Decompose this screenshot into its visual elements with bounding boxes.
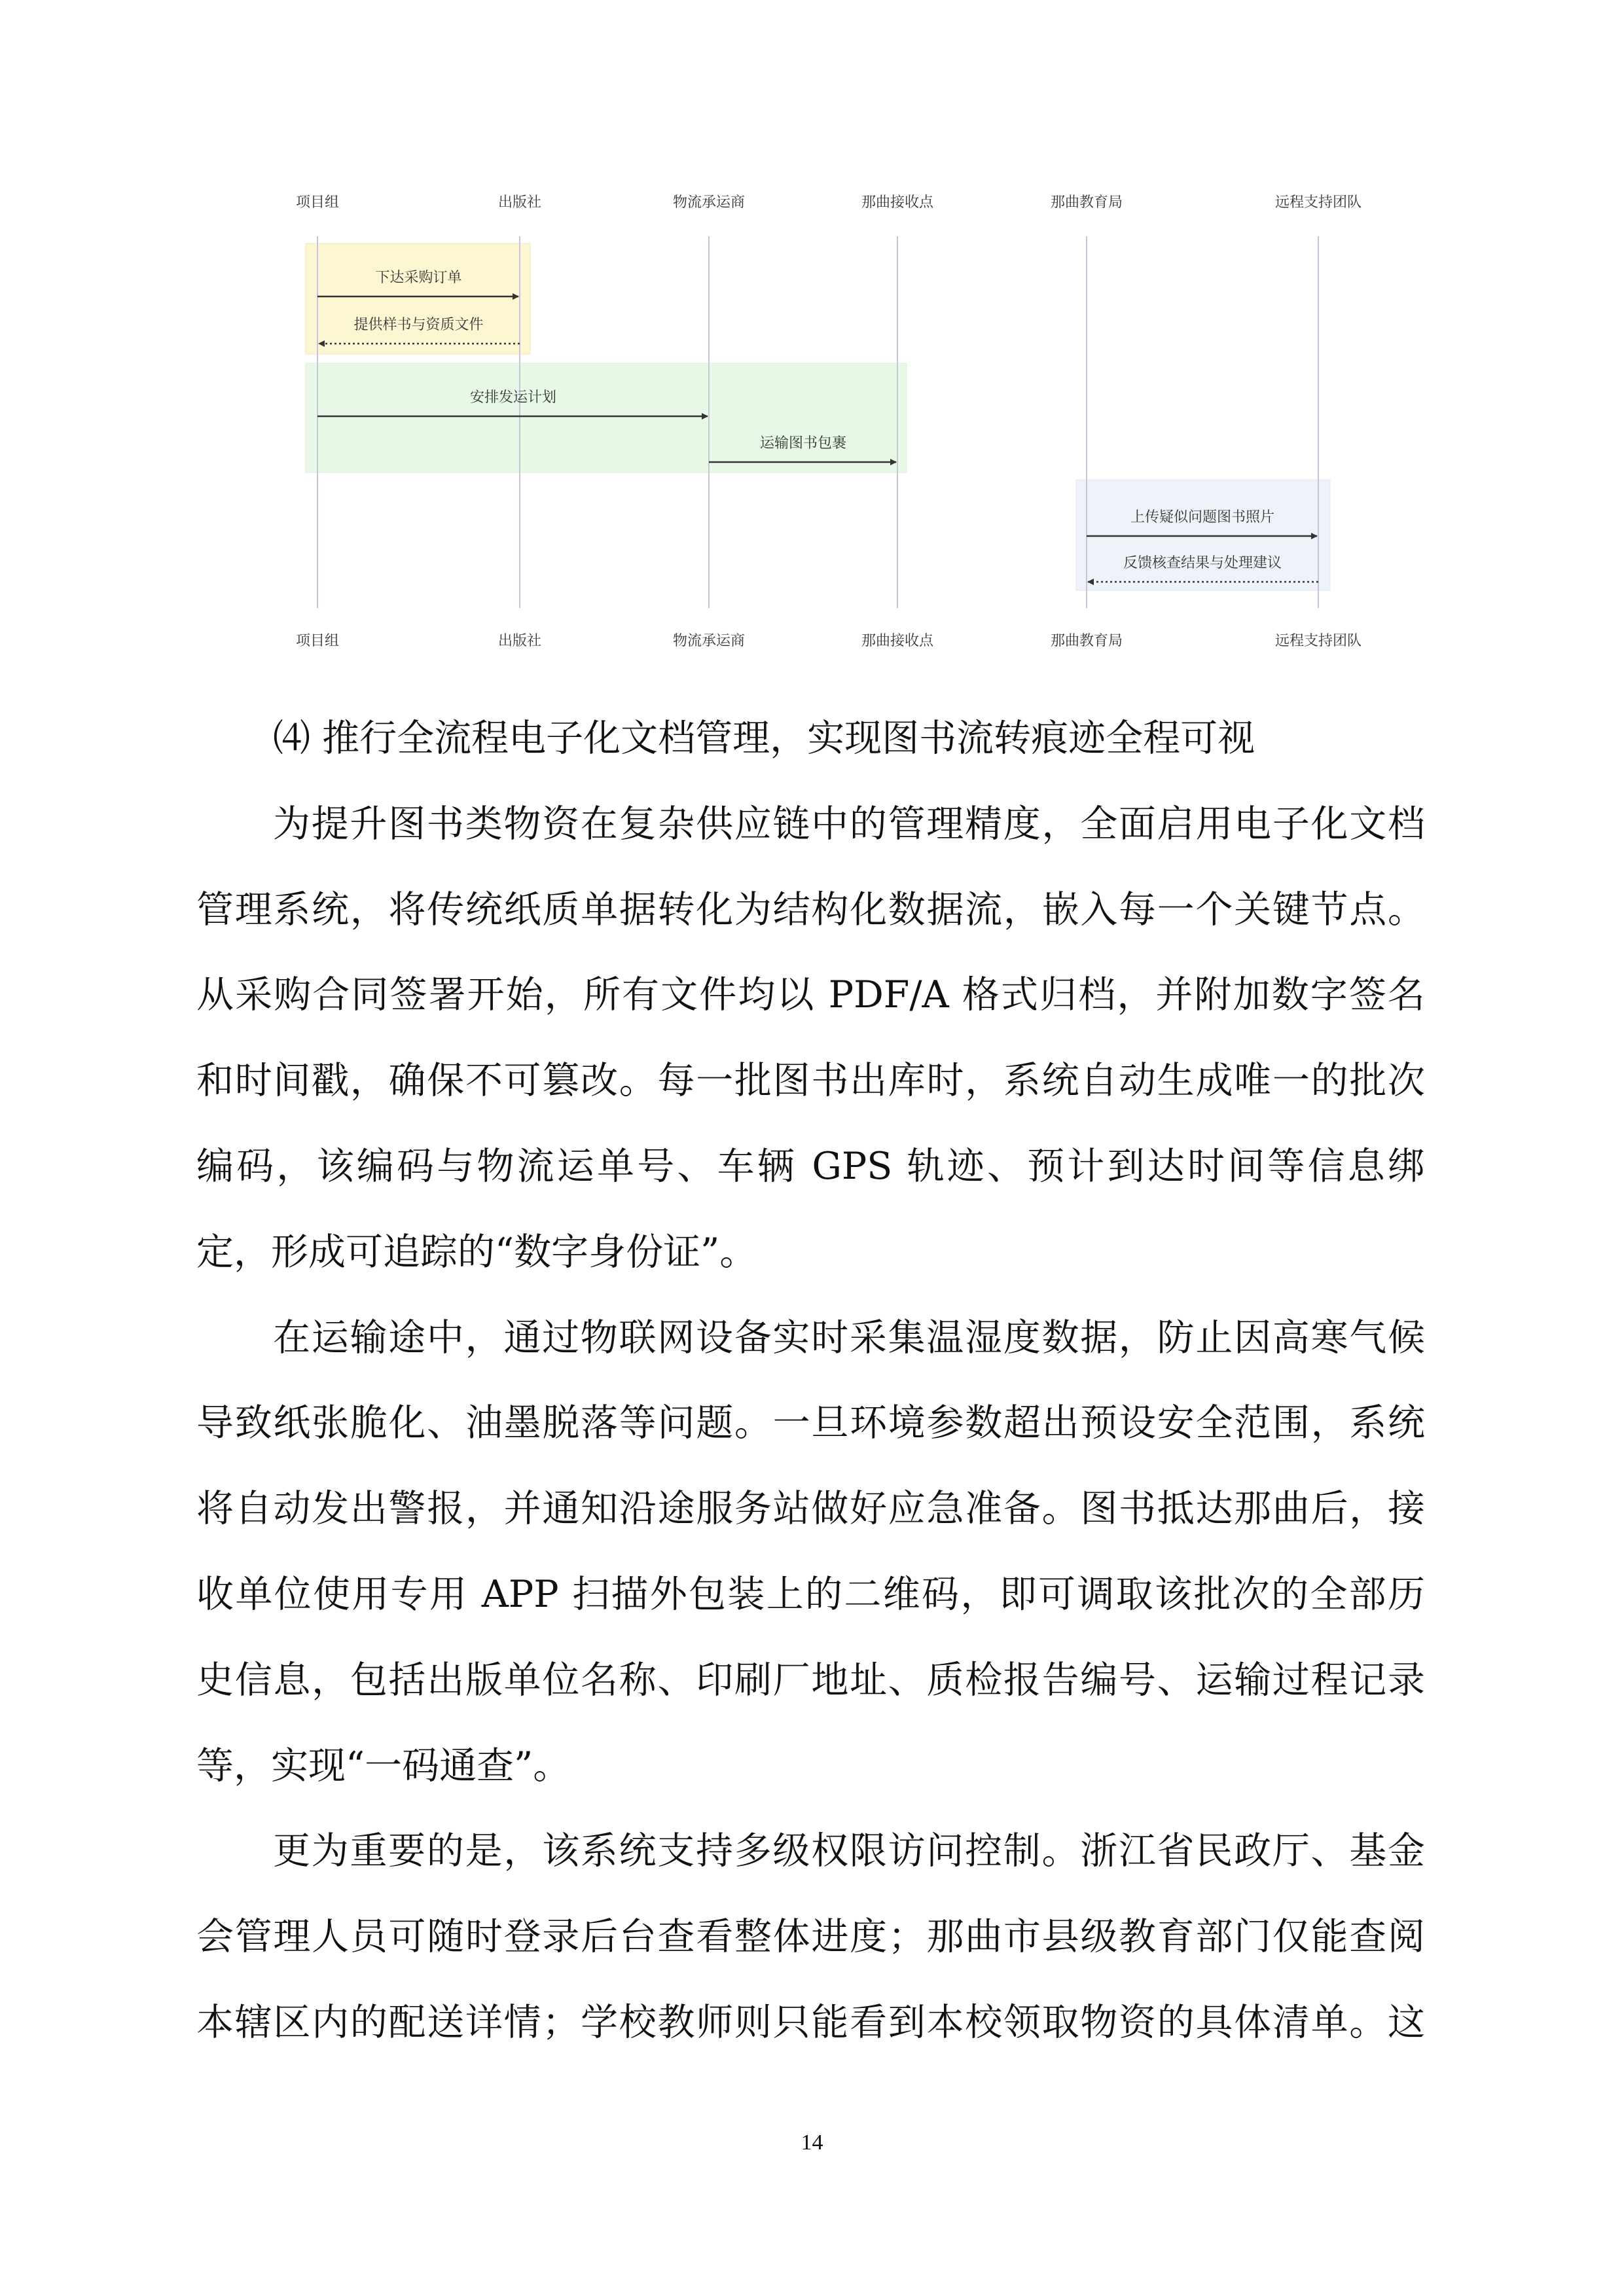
paragraph-line: 史信息，包括出版单位名称、印刷厂地址、质检报告编号、运输过程记录 (196, 1658, 1425, 1702)
sequence-diagram (0, 0, 1624, 687)
section-heading: ⑷ 推行全流程电子化文档管理，实现图书流转痕迹全程可视 (273, 717, 1255, 760)
paragraph-line: 和时间戳，确保不可篡改。每一批图书出库时，系统自动生成唯一的批次 (196, 1059, 1425, 1103)
participant-label-top: 那曲接收点 (861, 194, 934, 211)
message-label: 提供样书与资质文件 (353, 317, 484, 333)
message-label: 运输图书包裹 (759, 435, 847, 452)
paragraph-line: 定，形成可追踪的“数字身份证”。 (196, 1230, 757, 1274)
participant-label-top: 那曲教育局 (1050, 194, 1123, 211)
paragraph-line: 在运输途中，通过物联网设备实时采集温湿度数据，防止因高寒气候 (273, 1316, 1425, 1359)
participant-label-top: 物流承运商 (672, 194, 746, 211)
paragraph-line: 编码，该编码与物流运单号、车辆 GPS 轨迹、预计到达时间等信息绑 (196, 1144, 1425, 1188)
participant-label-top: 出版社 (497, 194, 542, 211)
paragraph-line: 导致纸张脆化、油墨脱落等问题。一旦环境参数超出预设安全范围，系统 (196, 1401, 1425, 1445)
paragraph-line: 更为重要的是，该系统支持多级权限访问控制。浙江省民政厅、基金 (273, 1829, 1425, 1873)
paragraph-line: 将自动发出警报，并通知沿途服务站做好应急准备。图书抵达那曲后，接 (196, 1487, 1425, 1531)
paragraph-line: 等，实现“一码通查”。 (196, 1744, 571, 1787)
participant-label-bottom: 物流承运商 (672, 633, 746, 649)
body-text (196, 696, 1425, 2066)
message-label: 下达采购订单 (375, 270, 462, 286)
paragraph-line: 从采购合同签署开始，所有文件均以 PDF/A 格式归档，并附加数字签名 (196, 973, 1425, 1017)
phase-box-procurement (306, 243, 530, 354)
participant-label-bottom: 那曲接收点 (861, 633, 934, 649)
message-label: 反馈核查结果与处理建议 (1123, 555, 1282, 571)
paragraph-line: 收单位使用专用 APP 扫描外包装上的二维码，即可调取该批次的全部历 (196, 1572, 1425, 1616)
message-label: 上传疑似问题图书照片 (1130, 509, 1275, 526)
paragraph-line: 为提升图书类物资在复杂供应链中的管理精度，全面启用电子化文档 (273, 802, 1425, 846)
participant-label-bottom: 项目组 (295, 633, 340, 649)
paragraph-line: 管理系统，将传统纸质单据转化为结构化数据流，嵌入每一个关键节点。 (196, 888, 1425, 931)
phase-box-shipping (306, 363, 907, 473)
phase-box-feedback (1076, 480, 1330, 590)
participant-label-top: 远程支持团队 (1274, 194, 1362, 211)
paragraph-line: 本辖区内的配送详情；学校教师则只能看到本校领取物资的具体清单。这 (196, 2000, 1425, 2044)
page-number: 14 (801, 2130, 823, 2155)
participant-label-top: 项目组 (295, 194, 340, 211)
paragraph-line: 会管理人员可随时登录后台查看整体进度；那曲市县级教育部门仅能查阅 (196, 1915, 1425, 1959)
participant-label-bottom: 远程支持团队 (1274, 633, 1362, 649)
message-label: 安排发运计划 (469, 389, 557, 406)
participant-label-bottom: 那曲教育局 (1050, 633, 1123, 649)
participant-label-bottom: 出版社 (497, 633, 542, 649)
